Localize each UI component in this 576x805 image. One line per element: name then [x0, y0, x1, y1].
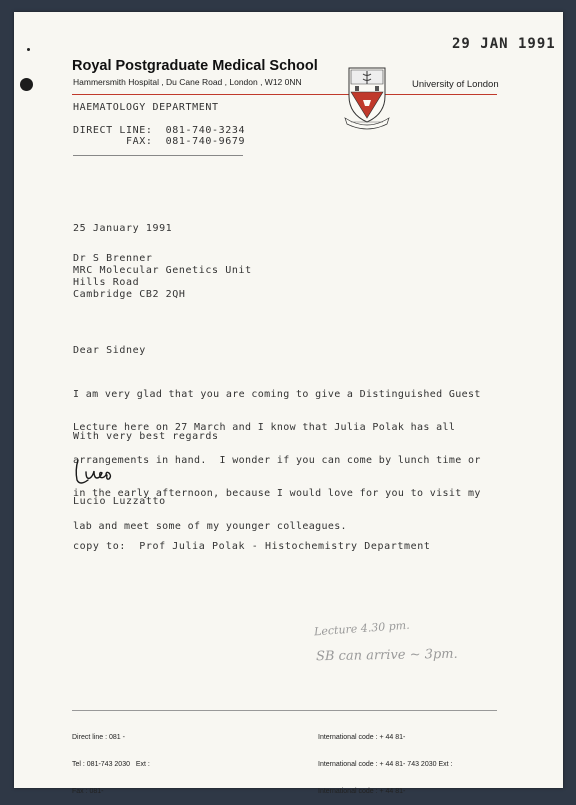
- recipient-line: Dr S Brenner: [73, 253, 153, 264]
- body-line: lab and meet some of my younger colleagues.: [73, 521, 347, 532]
- date-stamp: 29 JAN 1991: [452, 36, 556, 52]
- crest-icon: [343, 62, 391, 130]
- department-name: HAEMATOLOGY DEPARTMENT: [73, 102, 219, 113]
- body-line: arrangements in hand. I wonder if you can come by lunch time or: [73, 455, 481, 466]
- salutation: Dear Sidney: [73, 345, 146, 356]
- footer-right: [318, 715, 452, 805]
- ink-dot: [27, 48, 30, 51]
- contact-rule: [73, 155, 243, 156]
- org-name: Royal Postgraduate Medical School: [72, 58, 318, 74]
- recipient-line: Hills Road: [73, 277, 140, 288]
- fax-line: FAX: 081-740-9679: [73, 136, 246, 147]
- body-line: Lecture here on 27 March and I know that Julia Polak has all: [73, 422, 456, 433]
- punch-hole: [20, 78, 33, 91]
- letter-date: 25 January 1991: [73, 223, 173, 234]
- body-line: in the early afternoon, because I would love for you to visit my: [73, 488, 481, 499]
- footer-line: International code : + 44 81- 743 2030 Ext :: [318, 761, 453, 768]
- closing: With very best regards: [73, 431, 219, 442]
- body-line: I am very glad that you are coming to give a Distinguished Guest: [73, 389, 481, 400]
- footer-line: Direct line : 081 -: [72, 734, 125, 741]
- footer-line: Fax : 081-: [72, 788, 104, 795]
- signature-name: Lucio Luzzatto: [73, 496, 166, 507]
- signature-image: [72, 456, 124, 488]
- footer-left: [72, 715, 150, 805]
- footer-rule: [72, 710, 497, 711]
- handwritten-note: SB can arrive ~ 3pm.: [315, 646, 458, 665]
- org-address: Hammersmith Hospital , Du Cane Road , London , W12 0NN: [73, 77, 302, 87]
- university-name: University of London: [412, 79, 499, 90]
- recipient-line: MRC Molecular Genetics Unit: [73, 265, 252, 276]
- handwritten-note: Lecture 4.30 pm.: [313, 618, 411, 639]
- footer-line: Tel : 081-743 2030 Ext :: [72, 761, 150, 768]
- letterhead-rule: [72, 94, 497, 95]
- direct-line: DIRECT LINE: 081-740-3234: [73, 125, 246, 136]
- recipient-line: Cambridge CB2 2QH: [73, 289, 186, 300]
- letter-body: [73, 367, 503, 543]
- footer-line: International code : + 44 81-: [318, 734, 406, 741]
- copy-to: copy to: Prof Julia Polak - Histochemistry Department: [73, 541, 431, 552]
- footer-line: International code : + 44 81-: [318, 788, 406, 795]
